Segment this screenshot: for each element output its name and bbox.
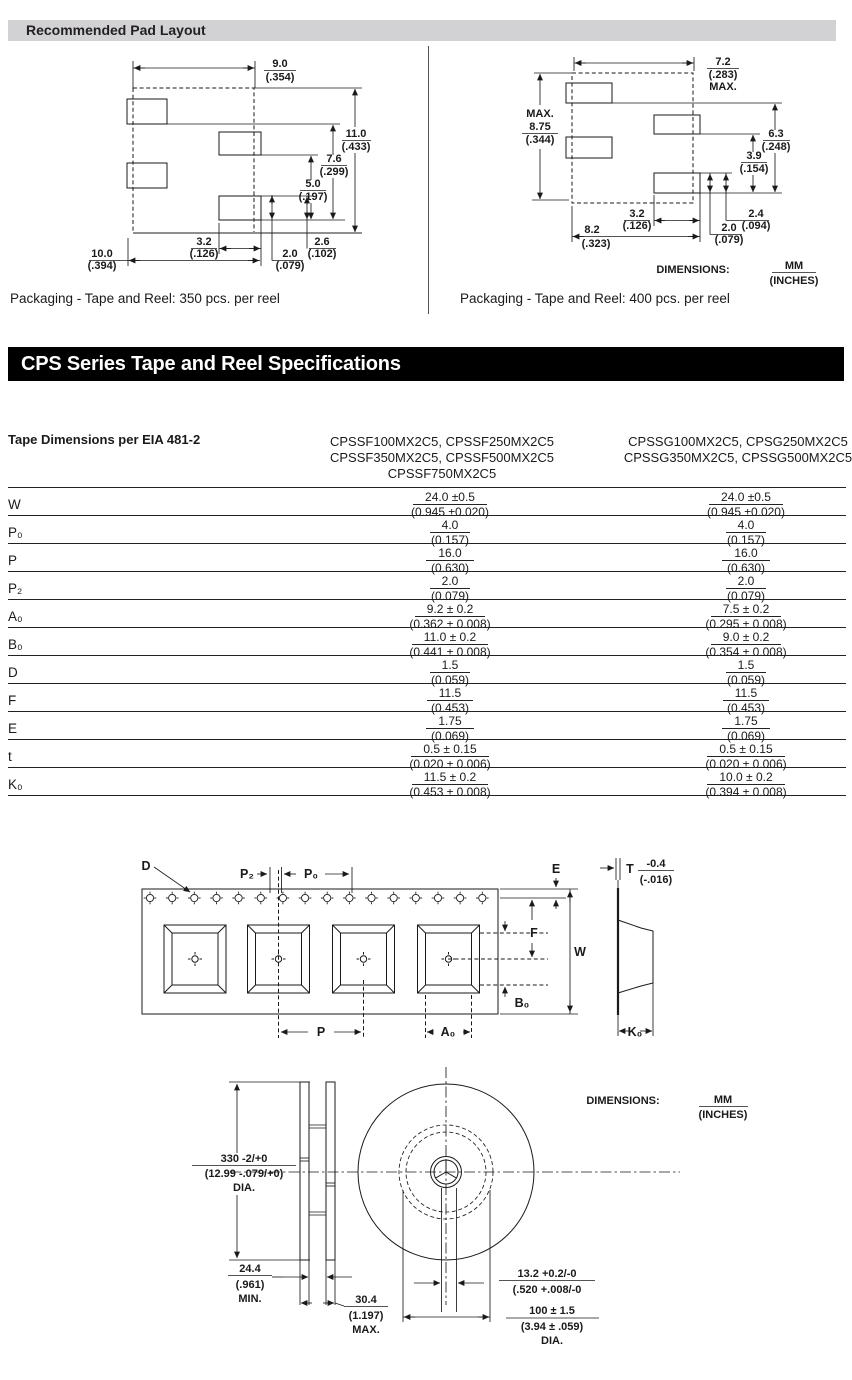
svg-text:DIA.: DIA. [233,1182,255,1194]
svg-text:2.0: 2.0 [721,222,737,234]
tape-carrier-drawing [0,840,852,1065]
column-header-cpssf [290,434,594,482]
row-col2-value [596,684,852,715]
pad-outline-group [127,88,261,233]
value-in: (0.020 ± 0.006) [705,757,787,771]
svg-text:(.283): (.283) [708,69,738,81]
value-mm: 11.5 [723,687,769,701]
value-in: (0.157) [726,533,766,547]
value-in: (0.945 ±0.020) [707,505,785,519]
value-mm: 4.0 [726,519,767,533]
svg-text:(.079): (.079) [275,260,305,272]
column-header-cpssg [588,434,852,466]
dim-13-2 [414,1188,595,1312]
svg-text:2.0: 2.0 [282,248,298,260]
svg-text:(.344): (.344) [525,134,555,146]
value-in: (0.453) [726,701,766,715]
svg-text:11.0: 11.0 [345,128,367,140]
tape-dimensions-table [8,487,846,799]
dim-7-6 [320,125,349,219]
svg-text:F: F [530,926,538,940]
row-param: P [8,553,18,568]
pad-outline-group [566,73,700,203]
value-in: (0.945 ±0.020) [411,505,489,519]
svg-text:DIMENSIONS:: DIMENSIONS: [656,264,730,276]
svg-text:100 ± 1.5: 100 ± 1.5 [529,1305,575,1317]
row-col1-value [298,712,602,743]
row-param: D [8,665,18,680]
value-in: (0.059) [430,673,470,687]
table-row [8,739,846,771]
svg-text:6.3: 6.3 [768,128,784,140]
dim-2 [710,173,744,246]
svg-text:9.0: 9.0 [272,58,288,70]
svg-text:B₀: B₀ [514,996,530,1010]
row-col2-value [596,488,852,519]
value-in: (0.069) [430,729,470,743]
dim-9 [133,58,296,84]
value-mm: 10.0 ± 0.2 [707,771,784,785]
column-header-line: CPSSF750MX2C5 [387,466,497,481]
table-row [8,571,846,603]
table-row [8,487,846,519]
reel-side-view [300,1082,335,1260]
svg-text:8.2: 8.2 [584,224,600,236]
svg-text:(.126): (.126) [189,248,219,260]
row-col1-value [298,572,602,603]
row-col2-value [596,572,852,603]
svg-text:10.0: 10.0 [91,248,113,260]
value-mm: 9.2 ± 0.2 [415,603,486,617]
svg-text:K₀: K₀ [627,1025,643,1039]
row-col2-value [596,544,852,575]
svg-text:(.520 +.008/-0: (.520 +.008/-0 [512,1284,582,1296]
value-in: (0.441 ± 0.008) [409,645,491,659]
svg-text:7.2: 7.2 [715,56,731,68]
value-mm: 1.5 [430,659,471,673]
column-header-line: CPSSG100MX2C5, CPSG250MX2C5 [628,434,848,449]
svg-text:8.75: 8.75 [529,121,551,133]
svg-text:2.4: 2.4 [748,208,764,220]
row-col1-value [298,516,602,547]
row-param: W [8,497,21,512]
table-row [8,655,846,687]
svg-text:(.154): (.154) [739,163,769,175]
value-mm: 11.5 [427,687,473,701]
table-row [8,711,846,743]
svg-text:T: T [626,862,634,876]
svg-text:MM: MM [713,1094,733,1106]
table-title: Tape Dimensions per EIA 481-2 [8,432,201,447]
value-mm: 9.0 ± 0.2 [711,631,782,645]
row-col2-value [596,600,852,631]
dim-6-3 [762,104,791,192]
row-col1-value [298,684,602,715]
svg-text:(.323): (.323) [581,238,611,250]
pad-layout-section-title: Recommended Pad Layout [26,22,206,38]
row-col2-value [596,628,852,659]
svg-text:(INCHES): (INCHES) [698,1109,748,1121]
row-col1-value [298,768,602,799]
tape-reel-section-header [8,347,844,381]
svg-text:A₀: A₀ [440,1025,456,1039]
svg-text:(.299): (.299) [319,166,349,178]
row-col1-value [298,600,602,631]
packaging-caption-left: Packaging - Tape and Reel: 350 pcs. per reel [10,291,280,306]
svg-text:13.2 +0.2/-0: 13.2 +0.2/-0 [517,1268,577,1280]
value-in: (0.354 ± 0.008) [705,645,787,659]
table-row [8,683,846,715]
column-header-line: CPSSF350MX2C5, CPSSF500MX2C5 [330,450,554,465]
value-in: (0.079) [726,589,766,603]
row-param: t [8,749,12,764]
svg-text:MAX.: MAX. [526,108,554,120]
table-row [8,627,846,659]
row-param: F [8,693,17,708]
row-param: P₀ [8,525,23,540]
value-in: (0.453 ± 0.008) [409,785,491,799]
column-header-line: CPSSG350MX2C5, CPSSG500MX2C5 [623,450,852,465]
value-in: (0.630) [430,561,470,575]
dim-30-4 [301,1294,388,1336]
row-param: A₀ [8,609,23,624]
value-mm: 16.0 [722,547,769,561]
packaging-caption-right: Packaging - Tape and Reel: 400 pcs. per reel [460,291,730,306]
svg-text:P₂: P₂ [240,867,254,881]
value-mm: 0.5 ± 0.15 [707,743,784,757]
svg-text:(.197): (.197) [298,191,328,203]
svg-text:D: D [141,859,151,873]
column-header-line: CPSSF100MX2C5, CPSSF250MX2C5 [330,434,554,449]
svg-text:(.248): (.248) [761,141,791,153]
value-mm: 11.5 ± 0.2 [412,771,488,785]
row-param: K₀ [8,777,23,792]
table-row [8,543,846,575]
pad-layout-section-header [8,20,836,41]
value-mm: 1.5 [726,659,767,673]
dim-330 [192,1082,310,1260]
dimensions-note [656,260,818,287]
row-col1-value [298,656,602,687]
row-col2-value [596,768,852,799]
value-in: (0.362 ± 0.008) [409,617,491,631]
svg-text:(.079): (.079) [714,234,744,246]
dim-11 [342,89,371,232]
svg-text:E: E [551,862,561,876]
row-param: B₀ [8,637,23,652]
svg-text:(.394): (.394) [87,260,117,272]
value-mm: 24.0 ±0.5 [413,491,487,505]
table-row [8,767,846,799]
value-mm: 2.0 [430,575,471,589]
value-in: (0.157) [430,533,470,547]
value-mm: 7.5 ± 0.2 [711,603,782,617]
svg-text:DIMENSIONS:: DIMENSIONS: [586,1095,660,1107]
svg-text:(.102): (.102) [307,248,337,260]
dimensions-note [586,1094,748,1121]
dim-7-2 [574,56,739,93]
value-in: (0.059) [726,673,766,687]
svg-text:(.126): (.126) [622,220,652,232]
svg-text:24.4: 24.4 [239,1263,261,1275]
svg-text:W: W [574,945,586,959]
value-in: (0.453) [430,701,470,715]
svg-text:330 -2/+0: 330 -2/+0 [220,1153,268,1165]
value-mm: 24.0 ±0.5 [709,491,783,505]
value-mm: 4.0 [430,519,471,533]
svg-text:3.2: 3.2 [629,208,645,220]
svg-text:7.6: 7.6 [326,153,342,165]
row-param: E [8,721,18,736]
svg-text:-0.4: -0.4 [646,858,666,870]
pad-layout-left-drawing [0,45,426,295]
svg-text:2.6: 2.6 [314,236,330,248]
tape-side-profile [600,858,674,1039]
svg-text:(-.016): (-.016) [639,874,673,886]
svg-text:MM: MM [784,260,804,272]
svg-text:P: P [316,1025,326,1039]
table-row [8,515,846,547]
row-col1-value [298,740,602,771]
svg-text:3.9: 3.9 [746,150,762,162]
svg-text:P₀: P₀ [304,867,318,881]
tape-dim-labels [141,859,586,1039]
pad-layout-right-drawing [426,45,852,295]
value-in: (0.079) [430,589,470,603]
svg-text:(.094): (.094) [741,220,771,232]
svg-text:MAX.: MAX. [352,1324,380,1336]
value-mm: 16.0 [426,547,473,561]
value-in: (0.295 ± 0.008) [705,617,787,631]
tape-strip [142,870,548,1038]
value-in: (0.630) [726,561,766,575]
value-mm: 0.5 ± 0.15 [411,743,488,757]
row-col2-value [596,712,852,743]
tape-reel-section-title: CPS Series Tape and Reel Specifications [21,353,401,375]
table-row [8,599,846,631]
svg-text:DIA.: DIA. [541,1335,563,1347]
value-mm: 1.75 [426,715,473,729]
svg-text:(3.94 ± .059): (3.94 ± .059) [520,1321,584,1333]
svg-text:3.2: 3.2 [196,236,212,248]
svg-text:(1.197): (1.197) [348,1310,384,1322]
pad-right-extension-lines [532,57,782,242]
row-col1-value [298,488,602,519]
row-col1-value [298,628,602,659]
svg-text:MIN.: MIN. [238,1293,262,1305]
svg-text:(.961): (.961) [235,1279,265,1291]
dim-10 [88,248,260,272]
svg-text:(.354): (.354) [265,71,295,84]
value-mm: 1.75 [722,715,769,729]
dim-2-6 [307,196,337,260]
row-col2-value [596,656,852,687]
row-col2-value [596,516,852,547]
value-mm: 2.0 [726,575,767,589]
dim-3-2 [623,208,700,232]
dim-8-75 [522,74,558,199]
svg-text:(INCHES): (INCHES) [769,275,819,287]
row-param: P₂ [8,581,23,596]
reel-drawing [0,1065,852,1380]
value-in: (0.020 ± 0.006) [409,757,491,771]
svg-text:(12.99 -.079/+0): (12.99 -.079/+0) [204,1168,284,1180]
value-mm: 11.0 ± 0.2 [412,631,488,645]
svg-text:30.4: 30.4 [355,1294,377,1306]
row-col1-value [298,544,602,575]
pad-layout-divider [428,46,429,314]
svg-text:(.433): (.433) [341,141,371,153]
value-in: (0.069) [726,729,766,743]
row-col2-value [596,740,852,771]
svg-text:5.0: 5.0 [305,178,321,190]
dim-24-4 [228,1260,352,1305]
value-in: (0.394 ± 0.008) [705,785,787,799]
svg-text:MAX.: MAX. [709,81,737,93]
dim-3-2 [190,236,261,260]
